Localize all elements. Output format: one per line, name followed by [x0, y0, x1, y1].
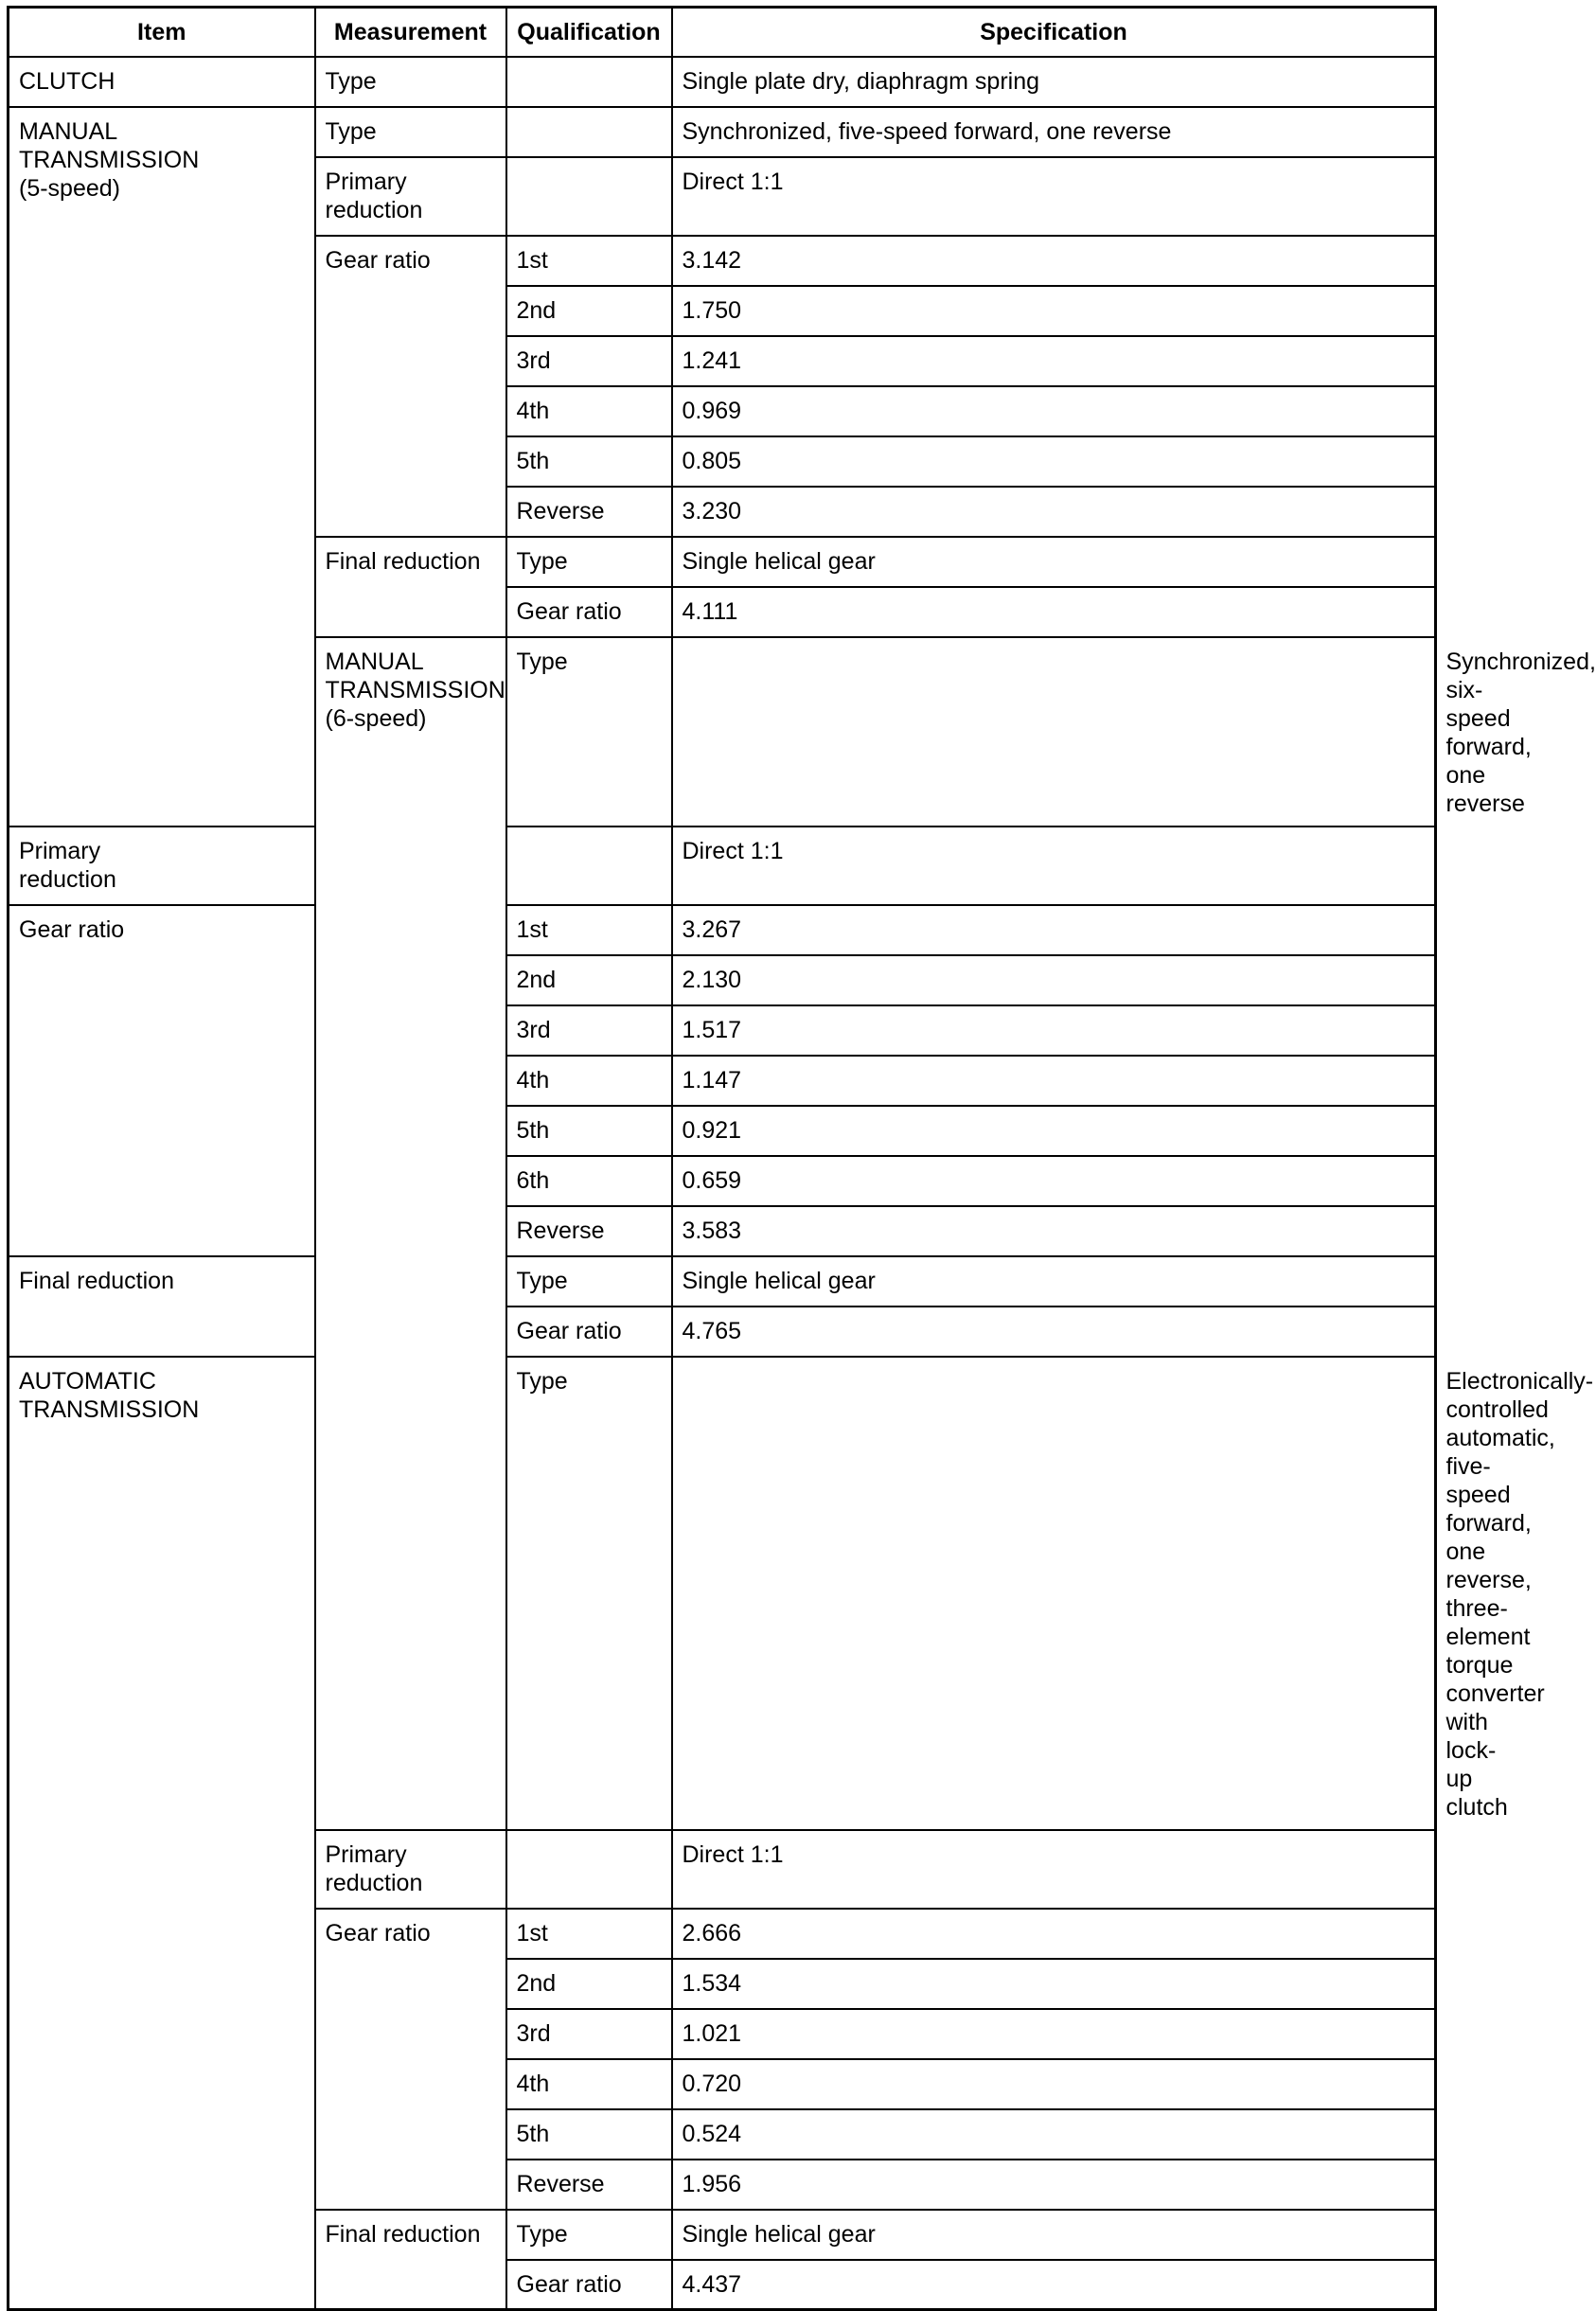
header-measurement: Measurement: [315, 8, 506, 57]
qualification-cell: 3rd: [506, 1005, 672, 1056]
qualification-cell: Gear ratio: [506, 2260, 672, 2310]
qualification-cell: 3rd: [506, 2009, 672, 2059]
qualification-cell: [506, 1830, 672, 1909]
specification-cell: 3.230: [672, 487, 1436, 537]
table-row: [9, 1256, 1436, 1307]
specification-cell: 2.666: [672, 1909, 1436, 1959]
specification-cell: 1.517: [672, 1005, 1436, 1056]
specification-cell: 2.130: [672, 955, 1436, 1005]
specification-cell: Synchronized, five-speed forward, one reverse: [672, 107, 1436, 157]
specification-cell: 0.921: [672, 1106, 1436, 1156]
specification-cell: 0.659: [672, 1156, 1436, 1206]
measurement-cell: Final reduction: [9, 1256, 315, 1357]
qualification-cell: Gear ratio: [506, 1307, 672, 1357]
qualification-cell: 4th: [506, 2059, 672, 2109]
qualification-cell: 2nd: [506, 1959, 672, 2009]
item-manual-6-speed: MANUAL TRANSMISSION (6-speed): [315, 637, 506, 1830]
specification-cell: 1.021: [672, 2009, 1436, 2059]
table-row: AUTOMATIC TRANSMISSION Type Electronically-controlled automatic, five-speed forward, one reverse, three-element torque converter with lock-up clutch: [9, 1357, 1436, 1830]
specification-cell: 4.111: [672, 587, 1436, 637]
specification-cell: 0.720: [672, 2059, 1436, 2109]
qualification-cell: Reverse: [506, 2160, 672, 2210]
measurement-cell: Type: [506, 1357, 672, 1830]
qualification-cell: [506, 157, 672, 236]
table-row: [9, 827, 1436, 905]
qualification-cell: [506, 107, 672, 157]
measurement-cell: Final reduction: [315, 537, 506, 637]
header-qualification: Qualification: [506, 8, 672, 57]
table-row: [9, 107, 1436, 157]
measurement-cell: Type: [506, 637, 672, 827]
specification-cell: Single helical gear: [672, 537, 1436, 587]
header-row: [9, 8, 1436, 57]
specification-cell: 0.969: [672, 386, 1436, 436]
qualification-cell: 4th: [506, 386, 672, 436]
specification-cell: 1.147: [672, 1056, 1436, 1106]
specification-cell: 3.142: [672, 236, 1436, 286]
qualification-cell: Reverse: [506, 487, 672, 537]
qualification-cell: Gear ratio: [506, 587, 672, 637]
qualification-cell: 1st: [506, 236, 672, 286]
qualification-cell: 3rd: [506, 336, 672, 386]
qualification-cell: [672, 637, 1436, 827]
qualification-cell: 5th: [506, 1106, 672, 1156]
header-item: Item: [9, 8, 315, 57]
specification-cell: 3.267: [672, 905, 1436, 955]
qualification-cell: [506, 827, 672, 905]
qualification-cell: [506, 57, 672, 107]
specification-cell: Single helical gear: [672, 2210, 1436, 2260]
specification-cell: Single plate dry, diaphragm spring: [672, 57, 1436, 107]
qualification-cell: Type: [506, 1256, 672, 1307]
specification-table: [7, 6, 1596, 2311]
qualification-cell: Type: [506, 2210, 672, 2260]
specification-cell: 1.750: [672, 286, 1436, 336]
measurement-cell: Primary reduction: [315, 1830, 506, 1909]
specification-cell: Single helical gear: [672, 1256, 1436, 1307]
measurement-cell: Gear ratio: [315, 236, 506, 537]
qualification-cell: 4th: [506, 1056, 672, 1106]
measurement-cell: Gear ratio: [315, 1909, 506, 2210]
measurement-cell: Primary reduction: [9, 827, 315, 905]
specification-cell: Direct 1:1: [672, 157, 1436, 236]
item-clutch: CLUTCH: [9, 57, 315, 107]
specification-cell: 0.524: [672, 2109, 1436, 2160]
specification-cell: Direct 1:1: [672, 827, 1436, 905]
table-row: [9, 57, 1436, 107]
measurement-cell: Type: [315, 57, 506, 107]
item-automatic: AUTOMATIC TRANSMISSION: [9, 1357, 315, 2310]
measurement-cell: Gear ratio: [9, 905, 315, 1256]
specification-cell: 1.241: [672, 336, 1436, 386]
specification-cell: 4.437: [672, 2260, 1436, 2310]
item-manual-5-speed: MANUAL TRANSMISSION (5-speed): [9, 107, 315, 827]
measurement-cell: Primary reduction: [315, 157, 506, 236]
specification-cell: 1.534: [672, 1959, 1436, 2009]
qualification-cell: 5th: [506, 436, 672, 487]
specification-cell: Direct 1:1: [672, 1830, 1436, 1909]
qualification-cell: Reverse: [506, 1206, 672, 1256]
specification-cell: 0.805: [672, 436, 1436, 487]
specification-cell: 3.583: [672, 1206, 1436, 1256]
qualification-cell: 2nd: [506, 286, 672, 336]
qualification-cell: 1st: [506, 905, 672, 955]
qualification-cell: 6th: [506, 1156, 672, 1206]
measurement-cell: Type: [315, 107, 506, 157]
qualification-cell: [672, 1357, 1436, 1830]
table-row: MANUAL TRANSMISSION (6-speed) Type Synchronized, six-speed forward, one reverse: [9, 637, 1436, 827]
header-specification: Specification: [672, 8, 1436, 57]
qualification-cell: 5th: [506, 2109, 672, 2160]
specification-cell: 4.765: [672, 1307, 1436, 1357]
qualification-cell: 2nd: [506, 955, 672, 1005]
specification-cell: 1.956: [672, 2160, 1436, 2210]
qualification-cell: 1st: [506, 1909, 672, 1959]
table-row: [9, 905, 1436, 955]
measurement-cell: Final reduction: [315, 2210, 506, 2310]
qualification-cell: Type: [506, 537, 672, 587]
